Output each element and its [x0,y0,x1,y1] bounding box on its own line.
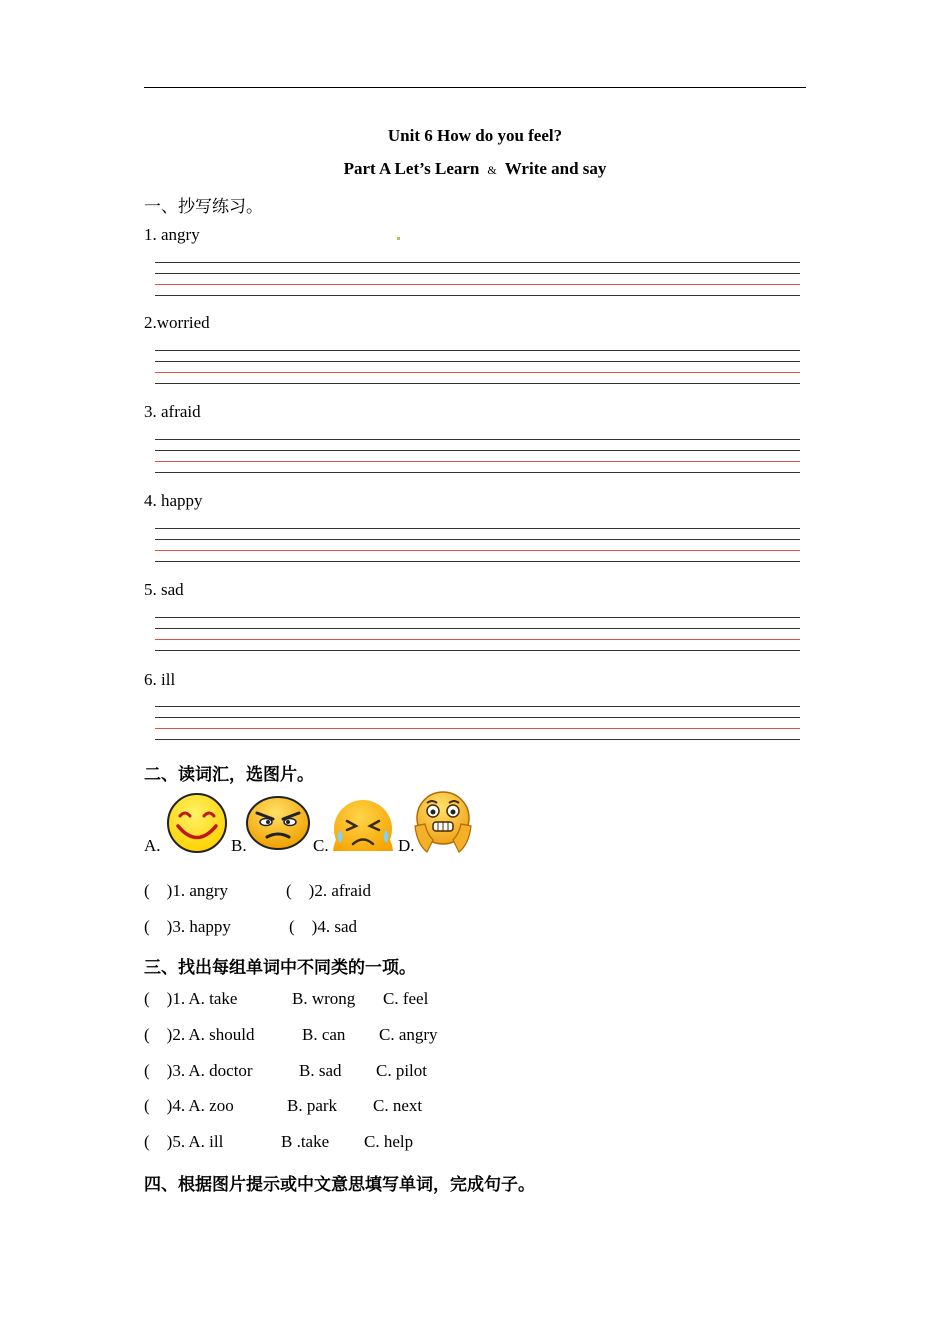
worksheet-title: Unit 6 How do you feel? [387,126,563,145]
section3-heading: 三、找出每组单词中不同类的一项。 [144,958,416,977]
odd-one-row-5 [144,1132,223,1152]
copy-item-2: 2.worried [144,313,210,332]
choice-a: 3. A. doctor [172,1061,253,1080]
subtitle-ampersand: & [487,163,497,177]
answer-paren[interactable]: ( ) [144,1061,173,1080]
section4-heading: 四、根据图片提示或中文意思填写单词，完成句子。 [144,1175,535,1194]
section2-heading: 二、读词汇，选图片。 [144,765,314,784]
match-row-2 [144,917,231,937]
copy-item-6: 6. ill [144,670,176,689]
writing-lines-5[interactable] [155,617,800,653]
copy-item-5: 5. sad [144,580,184,599]
odd-one-row-1 [144,989,237,1009]
match-word: 3. happy [172,917,231,936]
choice-b: B. sad [299,1061,342,1080]
odd-one-row-4 [144,1096,234,1116]
header-rule [144,87,806,88]
choice-c: C. angry [379,1025,438,1044]
choice-b: B .take [281,1132,330,1151]
writing-lines-6[interactable] [155,706,800,742]
match-word: 2. afraid [314,881,371,900]
match-row-1 [144,881,228,901]
option-d-label: D. [398,836,415,855]
option-b-label: B. [231,836,247,855]
choice-a: 4. A. zoo [172,1096,234,1115]
happy-face-icon [165,791,229,855]
answer-paren[interactable]: ( ) [286,881,315,900]
option-a-label: A. [144,836,161,855]
writing-lines-4[interactable] [155,528,800,564]
match-word: 4. sad [317,917,357,936]
writing-lines-1[interactable] [155,262,800,298]
worksheet-subtitle [0,159,950,179]
odd-one-row-3 [144,1061,253,1081]
choice-c: C. next [373,1096,423,1115]
writing-lines-2[interactable] [155,350,800,386]
choice-b: B. wrong [292,989,356,1008]
answer-paren[interactable]: ( ) [144,917,173,936]
stray-dot [397,237,400,240]
answer-paren[interactable]: ( ) [144,881,173,900]
choice-c: C. feel [383,989,429,1008]
option-c-label: C. [313,836,329,855]
copy-item-3: 3. afraid [144,402,201,421]
subtitle-write-say: Write and say [504,159,607,178]
match-row-1b [286,881,371,901]
afraid-face-icon [413,790,473,854]
subtitle-part-a: Part A Let’s Learn [343,159,480,178]
copy-item-4: 4. happy [144,491,203,510]
copy-item-1: 1. angry [144,225,200,244]
choice-c: C. pilot [376,1061,428,1080]
angry-face-icon [245,795,311,851]
choice-a: 1. A. take [172,989,238,1008]
crying-face-icon [331,797,395,853]
answer-paren[interactable]: ( ) [144,1025,173,1044]
answer-paren[interactable]: ( ) [144,989,173,1008]
answer-paren[interactable]: ( ) [289,917,318,936]
answer-paren[interactable]: ( ) [144,1132,173,1151]
answer-paren[interactable]: ( ) [144,1096,173,1115]
choice-a: 5. A. ill [172,1132,224,1151]
section1-heading: 一、抄写练习。 [144,197,263,216]
choice-b: B. park [287,1096,338,1115]
match-word: 1. angry [172,881,229,900]
choice-a: 2. A. should [172,1025,255,1044]
odd-one-row-2 [144,1025,255,1045]
choice-c: C. help [364,1132,414,1151]
writing-lines-3[interactable] [155,439,800,475]
choice-b: B. can [302,1025,346,1044]
match-row-2b [289,917,357,937]
